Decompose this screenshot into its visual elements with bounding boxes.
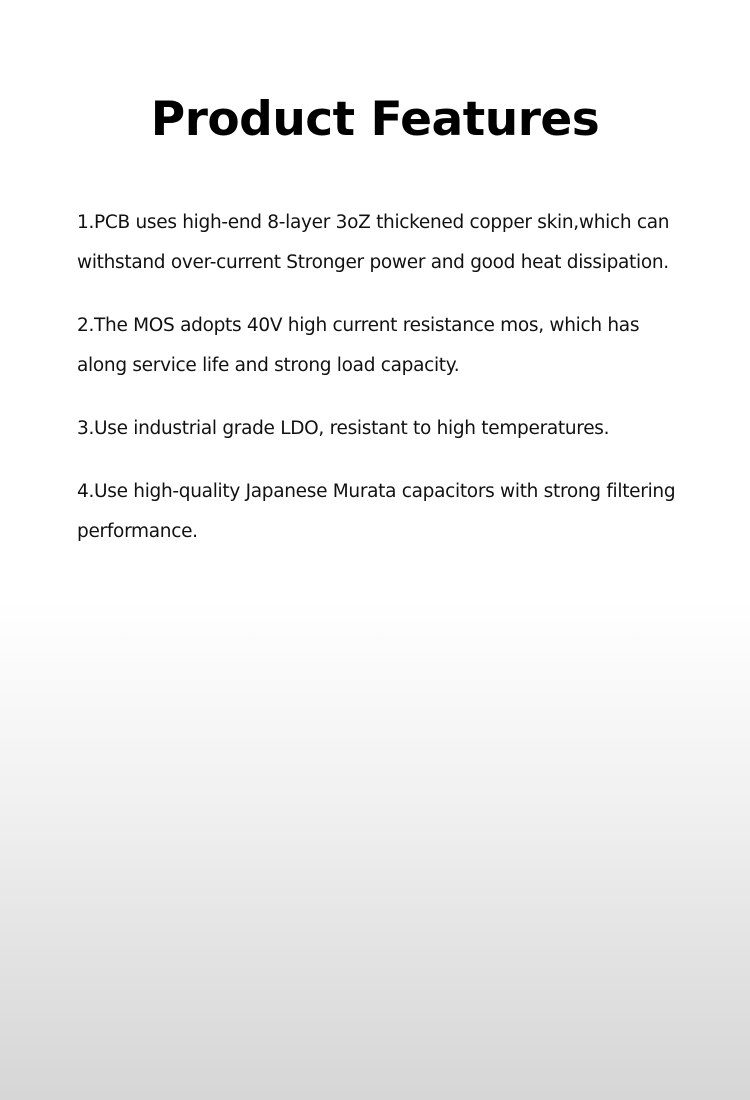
- feature-item-2: 2.The MOS adopts 40V high current resistance mos, which has along service life and strong load capacity.: [77, 315, 640, 376]
- feature-item-4: 4.Use high-quality Japanese Murata capacitors with strong filtering performance.: [77, 481, 676, 542]
- feature-item-1: 1.PCB uses high-end 8-layer 3oZ thickened copper skin,which can withstand over-current Stronger power and good heat dissipation.: [77, 212, 670, 273]
- feature-item-3: 3.Use industrial grade LDO, resistant to high temperatures.: [77, 418, 610, 439]
- page-title: Product Features: [150, 92, 600, 147]
- feature-list: [77, 203, 692, 575]
